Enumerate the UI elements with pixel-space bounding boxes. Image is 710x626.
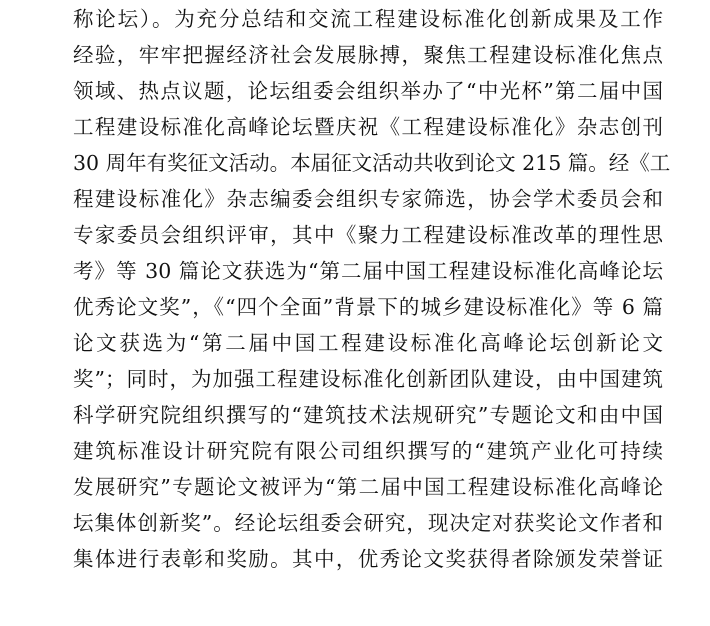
text-line: 考》等 30 篇论文获选为“第二届中国工程建设标准化高峰论坛 — [73, 259, 663, 283]
text-line: 专家委员会组织评审，其中《聚力工程建设标准改革的理性思 — [73, 223, 663, 247]
text-line: 论文获选为“第二届中国工程建设标准化高峰论坛创新论文 — [73, 331, 663, 355]
text-line: 奖”；同时，为加强工程建设标准化创新团队建设，由中国建筑 — [73, 367, 663, 391]
text-line: 发展研究”专题论文被评为“第二届中国工程建设标准化高峰论 — [73, 475, 663, 499]
text-line: 坛集体创新奖”。经论坛组委会研究，现决定对获奖论文作者和 — [73, 511, 663, 535]
text-line: 30 周年有奖征文活动。本届征文活动共收到论文 215 篇。经《工 — [73, 151, 671, 175]
text-line: 工程建设标准化高峰论坛暨庆祝《工程建设标准化》杂志创刊 — [73, 115, 663, 139]
text-line: 经验，牢牢把握经济社会发展脉搏，聚焦工程建设标准化焦点 — [73, 43, 663, 67]
text-line: 称论坛）。为充分总结和交流工程建设标准化创新成果及工作 — [73, 7, 663, 31]
text-line: 程建设标准化》杂志编委会组织专家筛选，协会学术委员会和 — [73, 187, 663, 211]
text-line: 科学研究院组织撰写的“建筑技术法规研究”专题论文和由中国 — [73, 403, 663, 427]
text-line: 优秀论文奖”，《“四个全面”背景下的城乡建设标准化》等 6 篇 — [73, 295, 663, 319]
text-line: 集体进行表彰和奖励。其中，优秀论文奖获得者除颁发荣誉证 — [73, 547, 663, 571]
text-line: 领域、热点议题，论坛组委会组织举办了“中光杯”第二届中国 — [73, 79, 663, 103]
text-line: 建筑标准设计研究院有限公司组织撰写的“建筑产业化可持续 — [73, 439, 663, 463]
body-paragraph — [73, 0, 671, 577]
